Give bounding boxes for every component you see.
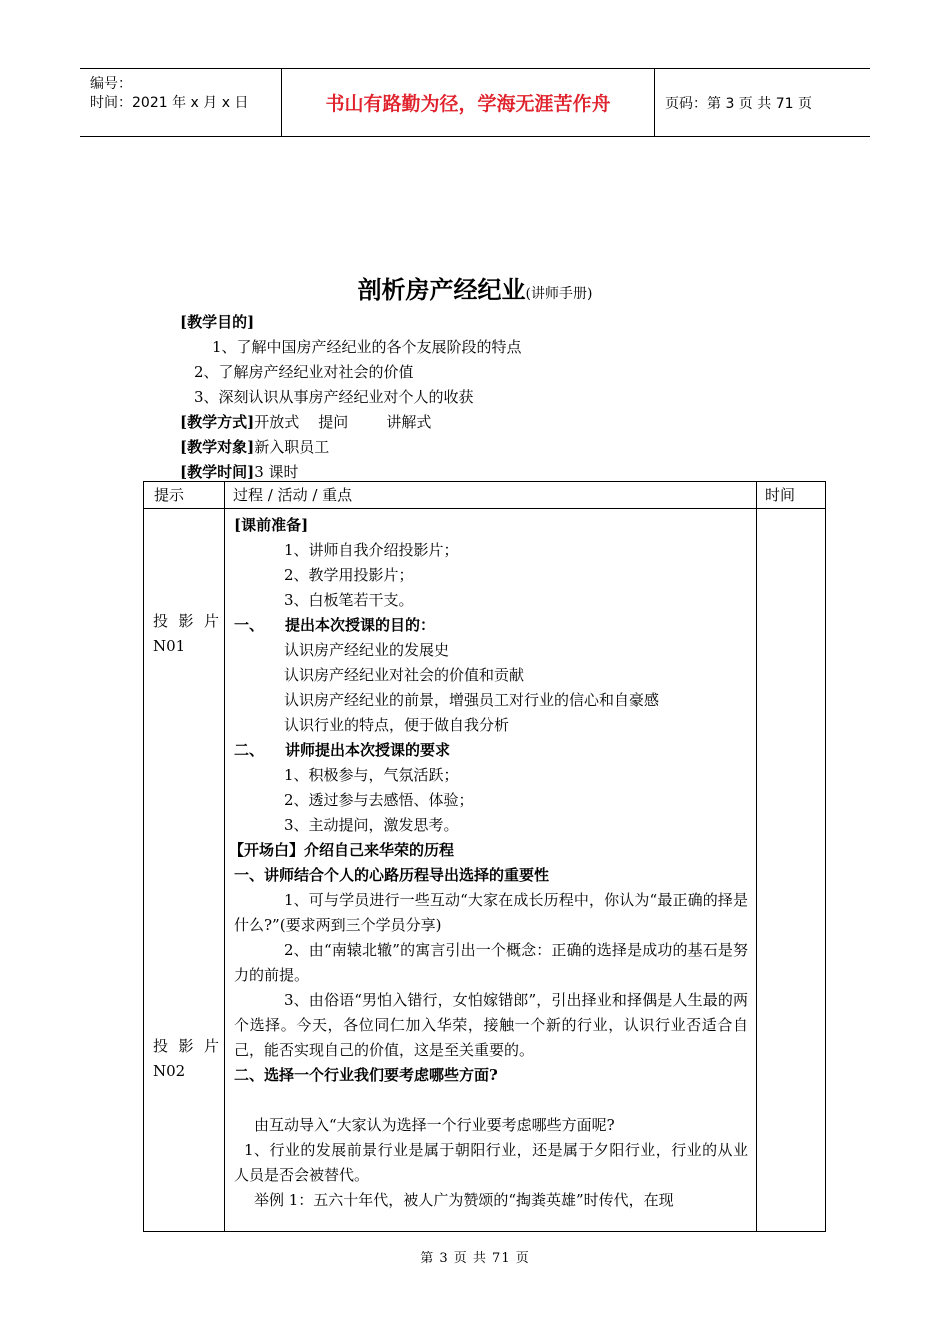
document-title: [0, 270, 950, 305]
header-process: 过程 / 活动 / 重点: [225, 482, 757, 509]
section-1-item: 认识房产经纪业对社会的价值和贡献: [284, 666, 525, 684]
target-label: [教学对象]: [180, 438, 255, 456]
process-cell: [225, 509, 757, 1232]
section-1-item: 认识房产经纪业的发展史: [284, 641, 450, 659]
header-page-info: 页码：第 3 页 共 71 页: [665, 95, 812, 112]
time-value: 3 课时: [254, 463, 299, 481]
section-2-heading: 二、 讲师提出本次授课的要求: [234, 741, 451, 759]
target-line: [180, 435, 522, 460]
number-label: 编号：: [90, 76, 132, 92]
goal-heading: [教学目的]: [180, 313, 255, 331]
part-2-heading: 二、选择一个行业我们要考虑哪些方面?: [234, 1066, 498, 1084]
header-motto: 书山有路勤为径，学海无涯苦作舟: [282, 69, 655, 136]
section-1-item: 认识房产经纪业的前景，增强员工对行业的信心和自豪感: [284, 691, 660, 709]
goal-item: 3、深刻认识从事房产经纪业对个人的收获: [194, 388, 474, 406]
page-header: [80, 68, 870, 137]
part-2-item: 1、行业的发展前景行业是属于朝阳行业，还是属于夕阳行业，行业的从业人员是否会被替代。: [234, 1141, 748, 1184]
section-1-item: 认识行业的特点，便于做自我分析: [284, 716, 510, 734]
prep-item: 2、教学用投影片；: [284, 566, 414, 584]
method-line: [180, 410, 522, 435]
section-2-item: 1、积极参与，气氛活跃；: [284, 766, 459, 784]
part-1-item: 1、可与学员进行一些互动“大家在成长历程中，你认为“最正确的择是什么?”(要求两到三个学员分享): [234, 891, 748, 934]
page-footer: 第 3 页 共 71 页: [420, 1251, 530, 1266]
prep-heading: [课前准备]: [234, 516, 309, 534]
target-value: 新入职员工: [254, 438, 330, 456]
time-label: [教学时间]: [180, 463, 255, 481]
opening-heading: 【开场白】介绍自己来华荣的历程: [229, 841, 455, 859]
part-1-item: 2、由“南辕北辙”的寓言引出一个概念：正确的选择是成功的基石是努力的前提。: [234, 941, 748, 984]
table-body-row: [144, 509, 826, 1232]
header-hint: 提示: [144, 482, 225, 509]
time-cell: [757, 509, 826, 1232]
part-2-example: 举例 1：五六十年代，被人广为赞颂的“掏粪英雄”时传代，在现: [254, 1191, 674, 1209]
header-time: 时间: [757, 482, 826, 509]
prep-item: 1、讲师自我介绍投影片；: [284, 541, 459, 559]
title-main: 剖析房产经纪业: [357, 275, 526, 304]
prep-item: 3、白板笔若干支。: [284, 591, 414, 609]
date-label: 时间：2021 年 x 月 x 日: [90, 95, 249, 111]
method-value: 开放式 提问 讲解式: [254, 413, 432, 431]
goal-item: 2、了解房产经纪业对社会的价值: [194, 363, 414, 381]
slide-code: N02: [153, 1062, 186, 1080]
section-1-heading: 一、 提出本次授课的目的：: [234, 616, 436, 634]
slide-code: N01: [153, 637, 186, 655]
header-meta: [80, 69, 282, 136]
part-1-heading: 一、讲师结合个人的心路历程导出选择的重要性: [234, 866, 550, 884]
title-sub: (讲师手册): [525, 286, 593, 302]
section-2-item: 2、透过参与去感悟、体验；: [284, 791, 474, 809]
table-header-row: [144, 482, 826, 509]
intro-section: [180, 310, 522, 485]
slide-hint-n02: 投 影 片 N02: [153, 1034, 219, 1084]
part-1-item: 3、由俗语“男怕入错行，女怕嫁错郎”，引出择业和择偶是人生最的两个选择。今天，各位同仁加入华荣，接触一个新的行业，认识行业否适合自己，能否实现自己的价值，这是至关重要的。: [234, 991, 748, 1059]
goal-item: 1、了解中国房产经纪业的各个友展阶段的特点: [212, 338, 522, 356]
hint-cell: [144, 509, 225, 1232]
lesson-table: [143, 481, 826, 1232]
part-2-lead: 由互动导入“大家认为选择一个行业要考虑哪些方面呢?: [254, 1116, 615, 1134]
spacer: [234, 1088, 748, 1113]
slide-hint-n01: 投 影 片 N01: [153, 609, 219, 659]
section-2-item: 3、主动提问，激发思考。: [284, 816, 459, 834]
method-label: [教学方式]: [180, 413, 255, 431]
